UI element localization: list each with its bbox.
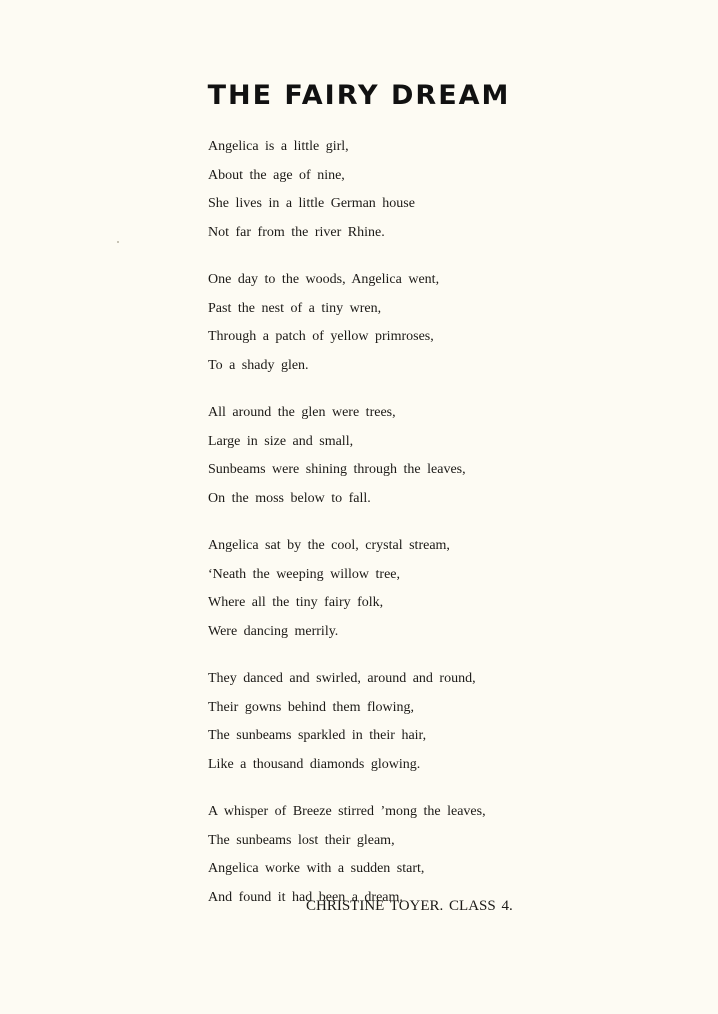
- author-credit: CHRISTINE TOYER. CLASS 4.: [306, 898, 513, 914]
- poem-line: Not far from the river Rhine.: [208, 224, 385, 240]
- poem-line: On the moss below to fall.: [208, 490, 371, 506]
- stanza-1: [208, 133, 628, 247]
- poem-line: The sunbeams lost their gleam,: [208, 832, 395, 848]
- poem-line: Like a thousand diamonds glowing.: [208, 756, 421, 772]
- poem-line: Past the nest of a tiny wren,: [208, 300, 382, 316]
- poem-title: THE FAIRY DREAM: [207, 80, 511, 111]
- poem-line: And found it had been a dream.: [208, 889, 403, 905]
- poem-line: Through a patch of yellow primroses,: [208, 329, 434, 344]
- poem-line: She lives in a little German house: [208, 196, 415, 211]
- stanza-3: [208, 399, 628, 513]
- poem-line: All around the glen were trees,: [208, 405, 396, 420]
- poem-line: Angelica sat by the cool, crystal stream,: [208, 538, 450, 553]
- poem-line: To a shady glen.: [208, 357, 309, 373]
- poem-line: Where all the tiny fairy folk,: [208, 595, 384, 610]
- poem-line: Angelica worke with a sudden start,: [208, 861, 425, 876]
- poem-line: ‘Neath the weeping willow tree,: [208, 566, 400, 582]
- stanza-5: [208, 665, 628, 779]
- poem-line: One day to the woods, Angelica went,: [208, 272, 440, 287]
- stanza-6: [208, 798, 628, 912]
- poem-line: Large in size and small,: [208, 433, 354, 449]
- paper-speck: [117, 241, 119, 243]
- stanza-2: [208, 266, 628, 380]
- poem-line: About the age of nine,: [208, 167, 345, 183]
- poem-line: They danced and swirled, around and round,: [208, 671, 476, 686]
- poem-line: Sunbeams were shining through the leaves,: [208, 462, 466, 477]
- poem-line: Their gowns behind them flowing,: [208, 699, 415, 715]
- poem-line: Were dancing merrily.: [208, 623, 339, 639]
- stanza-4: [208, 532, 628, 646]
- poem-line: A whisper of Breeze stirred ’mong the leaves,: [208, 804, 486, 819]
- poem-body: [208, 133, 628, 931]
- poem-line: The sunbeams sparkled in their hair,: [208, 728, 427, 743]
- poem-line: Angelica is a little girl,: [208, 139, 349, 154]
